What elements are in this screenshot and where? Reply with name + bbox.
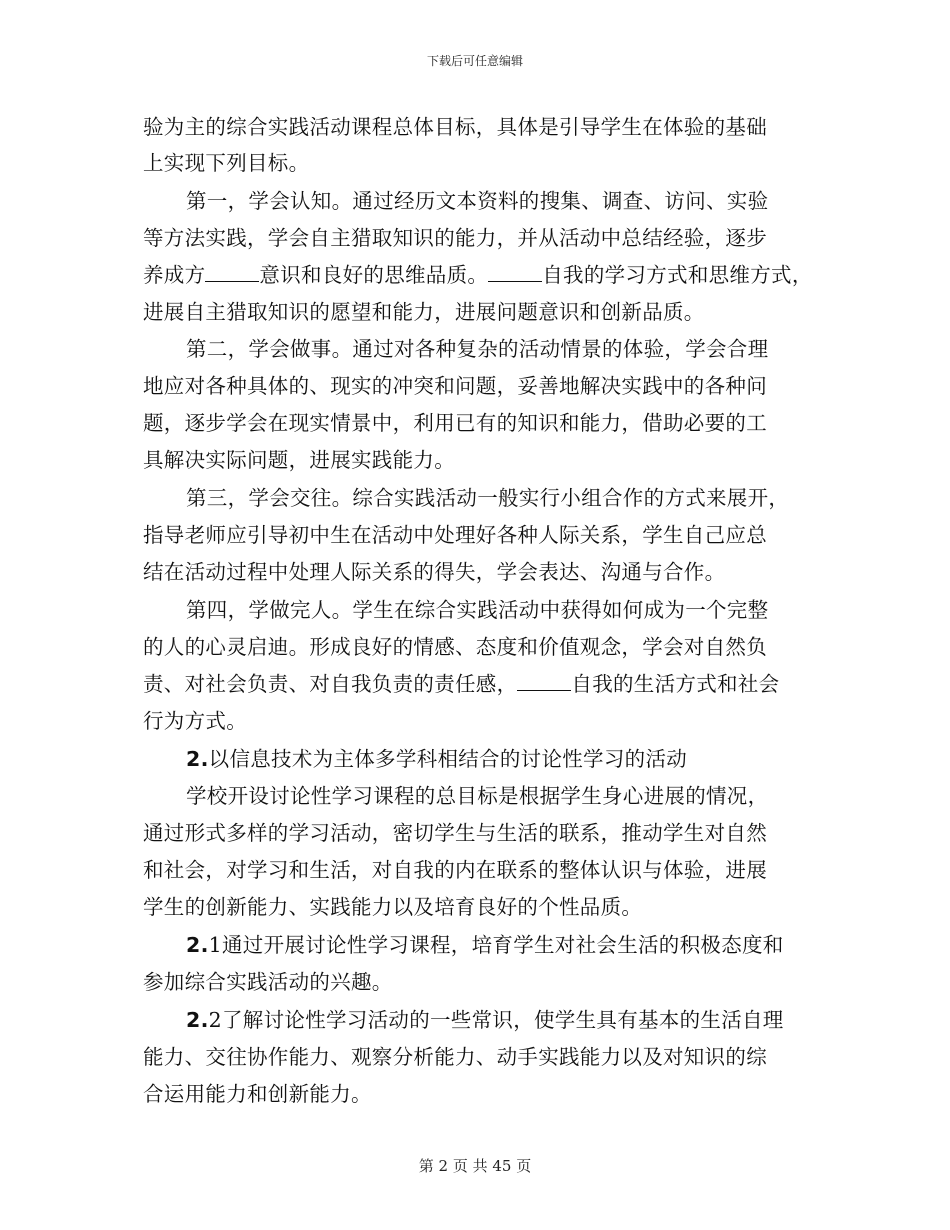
text-line: 题，逐步学会在现实情景中，利用已有的知识和能力，借助必要的工 bbox=[143, 411, 767, 435]
text-line: 第一，学会认知。通过经历文本资料的搜集、调查、访问、实验 bbox=[186, 189, 769, 213]
text-line: 合运用能力和创新能力。 bbox=[143, 1082, 372, 1106]
fill-blank bbox=[517, 672, 571, 691]
text-segment: 1通过开展讨论性学习课程，培育学生对社会生活的积极态度和 bbox=[208, 933, 784, 957]
section-number: 2. bbox=[186, 1008, 209, 1032]
text-line: 第三，学会交往。综合实践活动一般实行小组合作的方式来展开， bbox=[186, 486, 790, 510]
text-line: 通过形式多样的学习活动，密切学生与生活的联系，推动学生对自然 bbox=[143, 821, 767, 845]
text-line: 指导老师应引导初中生在活动中处理好各种人际关系，学生自己应总 bbox=[143, 523, 767, 547]
text-line: 第四，学做完人。学生在综合实践活动中获得如何成为一个完整 bbox=[186, 598, 769, 622]
text-line: 参加综合实践活动的兴趣。 bbox=[143, 970, 393, 994]
text-line bbox=[186, 1006, 784, 1034]
text-line: 行为方式。 bbox=[143, 709, 247, 733]
text-line: 验为主的综合实践活动课程总体目标，具体是引导学生在体验的基础 bbox=[143, 115, 767, 139]
text-segment: 自我的生活方式和社会 bbox=[571, 672, 780, 696]
page-footer: 第 2 页 共 45 页 bbox=[418, 1157, 532, 1175]
text-segment: 意识和良好的思维品质。 bbox=[259, 263, 489, 287]
section-number: 2. bbox=[186, 747, 209, 771]
section-number: 2. bbox=[186, 933, 209, 957]
text-line: 学校开设讨论性学习课程的总目标是根据学生身心进展的情况， bbox=[186, 784, 769, 808]
text-line: 学生的创新能力、实践能力以及培育良好的个性品质。 bbox=[143, 895, 643, 919]
text-line: 等方法实践，学会自主猎取知识的能力，并从活动中总结经验，逐步 bbox=[143, 226, 767, 250]
text-segment: 养成方 bbox=[143, 263, 206, 287]
text-line bbox=[143, 670, 779, 698]
text-line bbox=[143, 261, 813, 289]
text-segment: 责、对社会负责、对自我负责的责任感， bbox=[143, 672, 518, 696]
text-line: 结在活动过程中处理人际关系的得失，学会表达、沟通与合作。 bbox=[143, 560, 726, 584]
text-line: 的人的心灵启迪。形成良好的情感、态度和价值观念，学会对自然负 bbox=[143, 635, 767, 659]
text-line: 具解决实际问题，进展实践能力。 bbox=[143, 448, 455, 472]
section-heading bbox=[186, 745, 687, 773]
text-line: 地应对各种具体的、现实的冲突和问题，妥善地解决实践中的各种问 bbox=[143, 374, 767, 398]
text-line: 进展自主猎取知识的愿望和能力，进展问题意识和创新品质。 bbox=[143, 300, 705, 324]
text-line: 上实现下列目标。 bbox=[143, 151, 310, 175]
text-line: 第二，学会做事。通过对各种复杂的活动情景的体验，学会合理 bbox=[186, 337, 769, 361]
fill-blank bbox=[488, 263, 542, 282]
text-segment: 自我的学习方式和思维方式， bbox=[542, 263, 813, 287]
text-segment: 以信息技术为主体多学科相结合的讨论性学习的活动 bbox=[208, 747, 688, 771]
text-line: 和社会，对学习和生活，对自我的内在联系的整体认识与体验，进展 bbox=[143, 858, 767, 882]
text-line bbox=[186, 931, 784, 959]
page-header: 下载后可任意编辑 bbox=[426, 54, 523, 68]
text-line: 能力、交往协作能力、观察分析能力、动手实践能力以及对知识的综 bbox=[143, 1045, 767, 1069]
text-segment: 2了解讨论性学习活动的一些常识，使学生具有基本的生活自理 bbox=[208, 1008, 784, 1032]
fill-blank bbox=[205, 263, 259, 282]
